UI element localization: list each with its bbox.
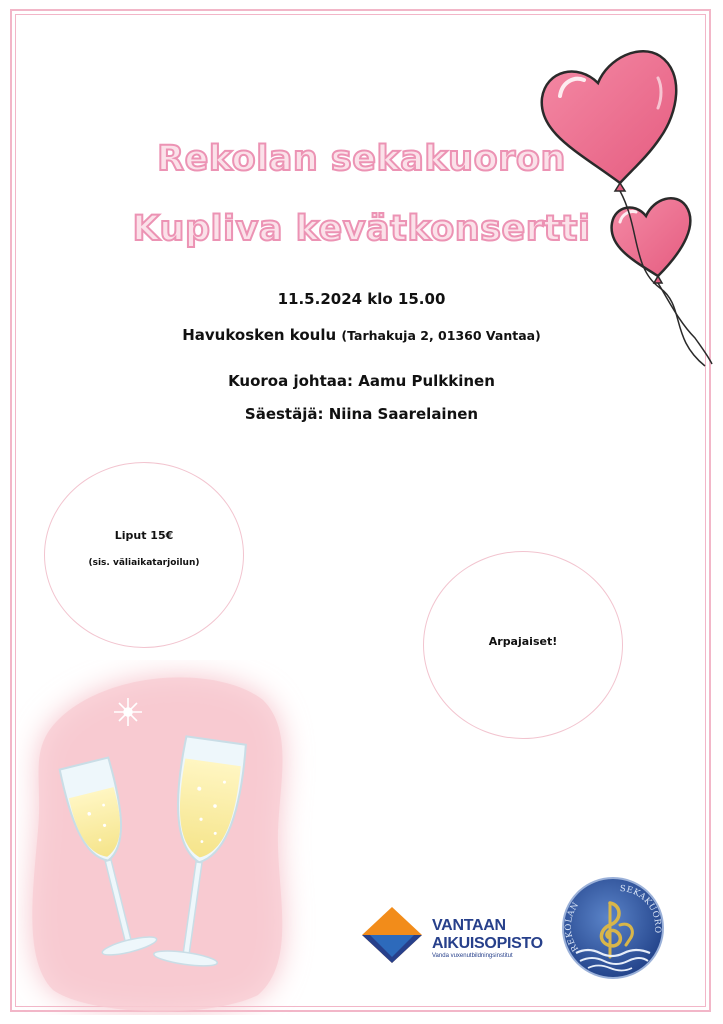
event-accompanist: Säestäjä: Niina Saarelainen xyxy=(244,405,479,423)
event-address: (Tarhakuja 2, 01360 Vantaa) xyxy=(341,328,541,343)
sponsor-tagline: Vanda vuxenutbildningsinstitut xyxy=(432,953,513,959)
svg-text:REKOLAN: REKOLAN xyxy=(563,900,582,954)
champagne-glasses-icon xyxy=(18,660,318,1015)
heart-balloons-icon xyxy=(520,38,720,378)
svg-text:SEKAKUORO: SEKAKUORO xyxy=(619,883,663,934)
event-conductor: Kuoroa johtaa: Aamu Pulkkinen xyxy=(228,372,495,390)
poster-title-line1: Rekolan sekakuoron xyxy=(157,139,566,179)
tickets-circle xyxy=(44,462,244,648)
poster-title-line2: Kupliva kevätkonsertti xyxy=(132,209,591,249)
event-venue: Havukosken koulu xyxy=(182,326,337,344)
sponsor-name-line2: AIKUISOPISTO xyxy=(432,935,543,952)
event-datetime: 11.5.2024 klo 15.00 xyxy=(277,290,446,308)
lottery-circle xyxy=(423,551,623,739)
choir-logo-icon xyxy=(560,875,666,981)
lottery-text: Arpajaiset! xyxy=(488,634,558,648)
tickets-price: Liput 15€ xyxy=(114,528,174,542)
tickets-note: (sis. väliaikatarjoilun) xyxy=(88,557,200,568)
sponsor-name-line1: VANTAAN xyxy=(432,917,506,934)
